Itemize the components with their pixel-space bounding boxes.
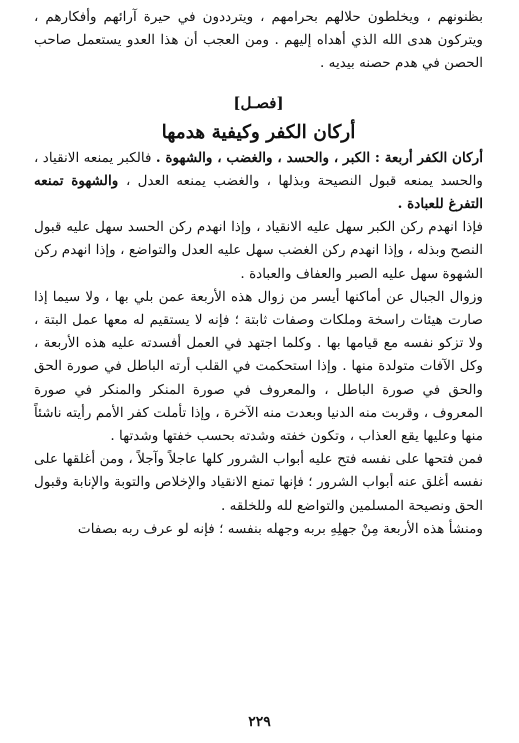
definition-body: فالكبر يمنعه الانقياد ، والحسد يمنعه قبول النصيحة وبذلها ، والغضب يمنعه العدل ،	[34, 149, 483, 189]
definition-tail: والشهوة تمنعه التفرغ للعبادة .	[34, 172, 483, 213]
page-number: ٢٢٩	[248, 714, 271, 730]
definition-paragraph	[34, 147, 483, 217]
paragraph-origin: ومنشأ هذه الأربعة مِنْ جهلِهِ بربه وجهله بنفسه ؛ فإنه لو عرف ربه بصفات	[77, 520, 483, 537]
paragraph-opening-doors: فمن فتحها على نفسه فتح عليه أبواب الشرور كلها عاجلاً وآجلاً ، ومن أغلقها على نفسه أغلق عنه أبواب الشرور ؛ فإنها تمنع الانقياد والإخلاص والتوبة والإنابة وقبول الحق ونصيحة المسلمين والتواضع لله وللخلقه .	[34, 451, 483, 514]
paragraph-pillars-removed: فإذا انهدم ركن الكبر سهل عليه الانقياد ، وإذا انهدم ركن الحسد سهل عليه قبول النصح وبذله ، وإذا انهدم ركن الغضب سهل عليه العدل والتواضع ، وإذا انهدم ركن الشهوة سهل عليه الصبر والعفاف والعبادة .	[34, 219, 483, 282]
paragraph-mountains: وزوال الجبال عن أماكنها أيسر من زوال هذه الأربعة عمن بلي بها ، ولا سيما إذا صارت هيئات راسخة وملكات وصفات ثابتة ؛ فإنه لا يستقيم له معها عمل البتة ، ولا تزكو نفسه مع قيامها بها . وكلما اجتهد في العمل أفسدته عليه هذه الأربعة ، وكل الآفات متولدة منها . وإذا استحكمت في القلب أرته الباطل في صورة الحق والحق في صورة الباطل ، والمعروف في صورة المنكر والمنكر في صورة المعروف ، وقربت منه الدنيا وبعدت منه الآخرة ، وإذا تأملت كفر الأمم رأيته ناشئاً منها وعليها يقع العذاب ، وتكون خفته وشدته بحسب خفتها وشدتها .	[34, 288, 483, 445]
chapter-heading: أركان الكفر وكيفية هدمها	[161, 121, 356, 143]
definition-lead: أركان الكفر أربعة : الكبر ، والحسد ، والغضب ، والشهوة .	[155, 149, 483, 166]
section-label: [فصـل]	[233, 93, 284, 112]
continued-paragraph: بظنونهم ، ويخلطون حلالهم بحرامهم ، ويترددون في حيرة آرائهم وأفكارهم ، ويتركون هدى الله الذي أهداه إليهم . ومن العجب أن هذا العدو يستعمل صاحب الحصن في هدم حصنه بيديه .	[34, 9, 483, 72]
